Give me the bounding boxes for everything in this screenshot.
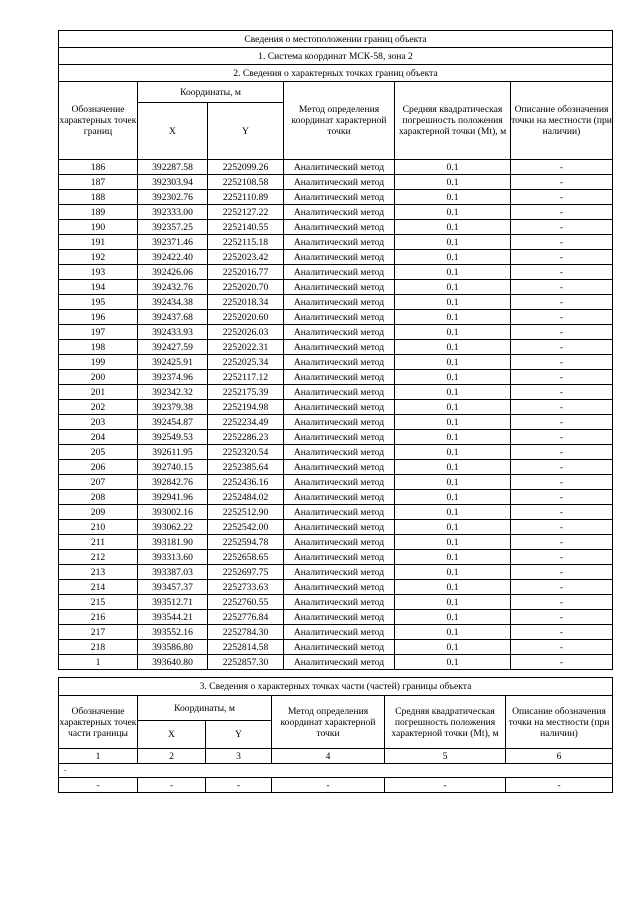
point-number: 218 (59, 640, 138, 655)
table-row (59, 160, 613, 175)
description: - (511, 610, 613, 625)
method: Аналитический метод (284, 400, 395, 415)
error-value: 0.1 (395, 640, 511, 655)
coord-x: 392374.96 (138, 370, 208, 385)
error-value: 0.1 (395, 190, 511, 205)
method: Аналитический метод (284, 385, 395, 400)
coord-y: 2252512.90 (208, 505, 284, 520)
description: - (511, 370, 613, 385)
part-col-coords-header: Координаты, м (138, 696, 272, 721)
part-dash-cell: - (385, 778, 506, 793)
coord-x: 392740.15 (138, 460, 208, 475)
table-row (59, 640, 613, 655)
table-row (59, 430, 613, 445)
table-row (59, 175, 613, 190)
error-value: 0.1 (395, 280, 511, 295)
method: Аналитический метод (284, 625, 395, 640)
method: Аналитический метод (284, 340, 395, 355)
table-row (59, 265, 613, 280)
coord-y: 2252234.49 (208, 415, 284, 430)
method: Аналитический метод (284, 550, 395, 565)
col-error-header: Средняя квадратическая погрешность положения характерной точки (Mt), м (395, 82, 511, 160)
description: - (511, 385, 613, 400)
coord-y: 2252784.30 (208, 625, 284, 640)
error-value: 0.1 (395, 430, 511, 445)
error-value: 0.1 (395, 385, 511, 400)
table-row (59, 655, 613, 670)
point-number: 199 (59, 355, 138, 370)
coord-y: 2252023.42 (208, 250, 284, 265)
coord-y: 2252117.12 (208, 370, 284, 385)
error-value: 0.1 (395, 325, 511, 340)
description: - (511, 220, 613, 235)
coord-y: 2252022.31 (208, 340, 284, 355)
point-number: 211 (59, 535, 138, 550)
coord-y: 2252814.58 (208, 640, 284, 655)
point-number: 213 (59, 565, 138, 580)
table-row (59, 445, 613, 460)
coord-y: 2252020.60 (208, 310, 284, 325)
table-row (59, 190, 613, 205)
coord-y: 2252175.39 (208, 385, 284, 400)
error-value: 0.1 (395, 220, 511, 235)
error-value: 0.1 (395, 580, 511, 595)
table-row (59, 280, 613, 295)
coord-x: 393586.80 (138, 640, 208, 655)
table-row (59, 385, 613, 400)
table-row (59, 550, 613, 565)
point-number: 217 (59, 625, 138, 640)
coord-y: 2252286.23 (208, 430, 284, 445)
method: Аналитический метод (284, 175, 395, 190)
table-row (59, 535, 613, 550)
part-col-x-header: X (138, 721, 206, 749)
col-desc-header: Описание обозначения точки на местности (при наличии) (511, 82, 613, 160)
point-number: 194 (59, 280, 138, 295)
table-row (59, 400, 613, 415)
method: Аналитический метод (284, 250, 395, 265)
method: Аналитический метод (284, 220, 395, 235)
coord-x: 392434.38 (138, 295, 208, 310)
error-value: 0.1 (395, 205, 511, 220)
error-value: 0.1 (395, 460, 511, 475)
part-dash-cell: - (59, 778, 138, 793)
point-number: 193 (59, 265, 138, 280)
method: Аналитический метод (284, 310, 395, 325)
method: Аналитический метод (284, 595, 395, 610)
description: - (511, 640, 613, 655)
error-value: 0.1 (395, 550, 511, 565)
part-blank-row: - (59, 764, 613, 778)
point-number: 200 (59, 370, 138, 385)
coord-x: 393002.16 (138, 505, 208, 520)
coord-x: 393313.60 (138, 550, 208, 565)
method: Аналитический метод (284, 265, 395, 280)
method: Аналитический метод (284, 640, 395, 655)
coord-x: 392426.06 (138, 265, 208, 280)
table-row (59, 595, 613, 610)
description: - (511, 490, 613, 505)
table-row (59, 205, 613, 220)
method: Аналитический метод (284, 430, 395, 445)
error-value: 0.1 (395, 355, 511, 370)
section2-title: 2. Сведения о характерных точках границ объекта (59, 65, 613, 82)
coord-x: 393457.37 (138, 580, 208, 595)
description: - (511, 280, 613, 295)
point-number: 201 (59, 385, 138, 400)
point-number: 196 (59, 310, 138, 325)
coord-y: 2252026.03 (208, 325, 284, 340)
part-col-number: 2 (138, 749, 206, 764)
method: Аналитический метод (284, 370, 395, 385)
error-value: 0.1 (395, 400, 511, 415)
error-value: 0.1 (395, 295, 511, 310)
description: - (511, 295, 613, 310)
part-col-method-header: Метод определения координат характерной точки (272, 696, 385, 749)
coord-x: 393552.16 (138, 625, 208, 640)
method: Аналитический метод (284, 415, 395, 430)
coord-x: 392303.94 (138, 175, 208, 190)
part-dash-cell: - (138, 778, 206, 793)
error-value: 0.1 (395, 505, 511, 520)
coord-x: 392422.40 (138, 250, 208, 265)
description: - (511, 400, 613, 415)
method: Аналитический метод (284, 460, 395, 475)
table-row (59, 610, 613, 625)
coord-x: 393640.80 (138, 655, 208, 670)
col-y-header: Y (208, 103, 284, 160)
coord-y: 2252760.55 (208, 595, 284, 610)
coord-y: 2252140.55 (208, 220, 284, 235)
error-value: 0.1 (395, 595, 511, 610)
point-number: 202 (59, 400, 138, 415)
error-value: 0.1 (395, 415, 511, 430)
description: - (511, 535, 613, 550)
point-number: 203 (59, 415, 138, 430)
method: Аналитический метод (284, 490, 395, 505)
point-number: 1 (59, 655, 138, 670)
error-value: 0.1 (395, 265, 511, 280)
point-number: 206 (59, 460, 138, 475)
method: Аналитический метод (284, 610, 395, 625)
error-value: 0.1 (395, 625, 511, 640)
point-number: 190 (59, 220, 138, 235)
method: Аналитический метод (284, 280, 395, 295)
method: Аналитический метод (284, 205, 395, 220)
description: - (511, 445, 613, 460)
part-dash-cell: - (272, 778, 385, 793)
coord-x: 392432.76 (138, 280, 208, 295)
part-col-error-header: Средняя квадратическая погрешность положения характерной точки (Mt), м (385, 696, 506, 749)
table-row (59, 415, 613, 430)
part-col-number: 5 (385, 749, 506, 764)
description: - (511, 160, 613, 175)
coord-x: 392302.76 (138, 190, 208, 205)
coord-y: 2252020.70 (208, 280, 284, 295)
coord-x: 393387.03 (138, 565, 208, 580)
table-row (59, 460, 613, 475)
method: Аналитический метод (284, 325, 395, 340)
error-value: 0.1 (395, 520, 511, 535)
coord-x: 392425.91 (138, 355, 208, 370)
coord-x: 393544.21 (138, 610, 208, 625)
coord-y: 2252776.84 (208, 610, 284, 625)
description: - (511, 550, 613, 565)
coord-x: 392379.38 (138, 400, 208, 415)
part-col-number: 4 (272, 749, 385, 764)
coord-x: 392357.25 (138, 220, 208, 235)
description: - (511, 175, 613, 190)
table-row (59, 220, 613, 235)
coord-y: 2252857.30 (208, 655, 284, 670)
point-number: 197 (59, 325, 138, 340)
coord-y: 2252016.77 (208, 265, 284, 280)
method: Аналитический метод (284, 295, 395, 310)
point-number: 216 (59, 610, 138, 625)
point-number: 212 (59, 550, 138, 565)
description: - (511, 265, 613, 280)
coordinate-system: 1. Система координат МСК-58, зона 2 (59, 48, 613, 65)
part-col-y-header: Y (206, 721, 272, 749)
coord-y: 2252658.65 (208, 550, 284, 565)
error-value: 0.1 (395, 310, 511, 325)
method: Аналитический метод (284, 655, 395, 670)
error-value: 0.1 (395, 370, 511, 385)
description: - (511, 505, 613, 520)
document-title: Сведения о местоположении границ объекта (59, 31, 613, 48)
part-dash-cell: - (206, 778, 272, 793)
coord-y: 2252320.54 (208, 445, 284, 460)
point-number: 195 (59, 295, 138, 310)
error-value: 0.1 (395, 235, 511, 250)
description: - (511, 430, 613, 445)
description: - (511, 250, 613, 265)
point-number: 204 (59, 430, 138, 445)
coord-y: 2252385.64 (208, 460, 284, 475)
coord-y: 2252733.63 (208, 580, 284, 595)
method: Аналитический метод (284, 355, 395, 370)
coord-y: 2252697.75 (208, 565, 284, 580)
description: - (511, 625, 613, 640)
coord-x: 393512.71 (138, 595, 208, 610)
point-number: 208 (59, 490, 138, 505)
part-dash-cell: - (506, 778, 613, 793)
coord-x: 392427.59 (138, 340, 208, 355)
coord-y: 2252108.58 (208, 175, 284, 190)
coord-x: 392842.76 (138, 475, 208, 490)
point-number: 186 (59, 160, 138, 175)
coord-x: 392611.95 (138, 445, 208, 460)
method: Аналитический метод (284, 520, 395, 535)
table-row (59, 580, 613, 595)
table-row (59, 505, 613, 520)
error-value: 0.1 (395, 535, 511, 550)
table-row (59, 310, 613, 325)
description: - (511, 565, 613, 580)
error-value: 0.1 (395, 250, 511, 265)
point-number: 198 (59, 340, 138, 355)
method: Аналитический метод (284, 475, 395, 490)
coord-y: 2252018.34 (208, 295, 284, 310)
point-number: 192 (59, 250, 138, 265)
point-number: 189 (59, 205, 138, 220)
table-row (59, 235, 613, 250)
coord-x: 392371.46 (138, 235, 208, 250)
coord-x: 392549.53 (138, 430, 208, 445)
coord-x: 392333.00 (138, 205, 208, 220)
point-number: 210 (59, 520, 138, 535)
coord-y: 2252115.18 (208, 235, 284, 250)
error-value: 0.1 (395, 445, 511, 460)
coord-y: 2252099.26 (208, 160, 284, 175)
table-row (59, 490, 613, 505)
table-row (59, 325, 613, 340)
error-value: 0.1 (395, 610, 511, 625)
point-number: 209 (59, 505, 138, 520)
col-method-header: Метод определения координат характерной точки (284, 82, 395, 160)
description: - (511, 325, 613, 340)
part-col-number: 6 (506, 749, 613, 764)
method: Аналитический метод (284, 580, 395, 595)
coord-x: 392342.32 (138, 385, 208, 400)
point-number: 215 (59, 595, 138, 610)
table-row (59, 370, 613, 385)
section3-title: 3. Сведения о характерных точках части (частей) границы объекта (59, 678, 613, 696)
col-point-header: Обозначение характерных точек границ (59, 82, 138, 160)
method: Аналитический метод (284, 445, 395, 460)
error-value: 0.1 (395, 490, 511, 505)
boundary-points-table (58, 30, 613, 670)
coord-y: 2252436.16 (208, 475, 284, 490)
description: - (511, 310, 613, 325)
error-value: 0.1 (395, 475, 511, 490)
description: - (511, 475, 613, 490)
point-number: 207 (59, 475, 138, 490)
coord-y: 2252594.78 (208, 535, 284, 550)
table-row (59, 565, 613, 580)
table-row (59, 520, 613, 535)
point-number: 205 (59, 445, 138, 460)
method: Аналитический метод (284, 505, 395, 520)
coord-x: 392433.93 (138, 325, 208, 340)
coord-x: 393062.22 (138, 520, 208, 535)
error-value: 0.1 (395, 175, 511, 190)
coord-y: 2252542.00 (208, 520, 284, 535)
method: Аналитический метод (284, 160, 395, 175)
error-value: 0.1 (395, 655, 511, 670)
table-row (59, 475, 613, 490)
coord-x: 392941.96 (138, 490, 208, 505)
method: Аналитический метод (284, 190, 395, 205)
coord-x: 393181.90 (138, 535, 208, 550)
method: Аналитический метод (284, 235, 395, 250)
description: - (511, 205, 613, 220)
part-boundary-table (58, 677, 613, 793)
col-x-header: X (138, 103, 208, 160)
description: - (511, 595, 613, 610)
point-number: 214 (59, 580, 138, 595)
description: - (511, 355, 613, 370)
table-row (59, 625, 613, 640)
coord-x: 392454.87 (138, 415, 208, 430)
part-col-point-header: Обозначение характерных точек части границы (59, 696, 138, 749)
error-value: 0.1 (395, 340, 511, 355)
coord-y: 2252194.98 (208, 400, 284, 415)
table-row (59, 355, 613, 370)
description: - (511, 655, 613, 670)
coord-x: 392437.68 (138, 310, 208, 325)
method: Аналитический метод (284, 565, 395, 580)
coord-y: 2252127.22 (208, 205, 284, 220)
point-number: 187 (59, 175, 138, 190)
description: - (511, 415, 613, 430)
part-col-number: 3 (206, 749, 272, 764)
part-col-number: 1 (59, 749, 138, 764)
table-row (59, 340, 613, 355)
coord-x: 392287.58 (138, 160, 208, 175)
description: - (511, 235, 613, 250)
coord-y: 2252110.89 (208, 190, 284, 205)
col-coords-header: Координаты, м (138, 82, 284, 103)
description: - (511, 340, 613, 355)
error-value: 0.1 (395, 565, 511, 580)
method: Аналитический метод (284, 535, 395, 550)
part-col-desc-header: Описание обозначения точки на местности (при наличии) (506, 696, 613, 749)
description: - (511, 580, 613, 595)
point-number: 188 (59, 190, 138, 205)
table-row (59, 295, 613, 310)
coord-y: 2252484.02 (208, 490, 284, 505)
error-value: 0.1 (395, 160, 511, 175)
table-row (59, 250, 613, 265)
description: - (511, 460, 613, 475)
description: - (511, 520, 613, 535)
coord-y: 2252025.34 (208, 355, 284, 370)
description: - (511, 190, 613, 205)
point-number: 191 (59, 235, 138, 250)
